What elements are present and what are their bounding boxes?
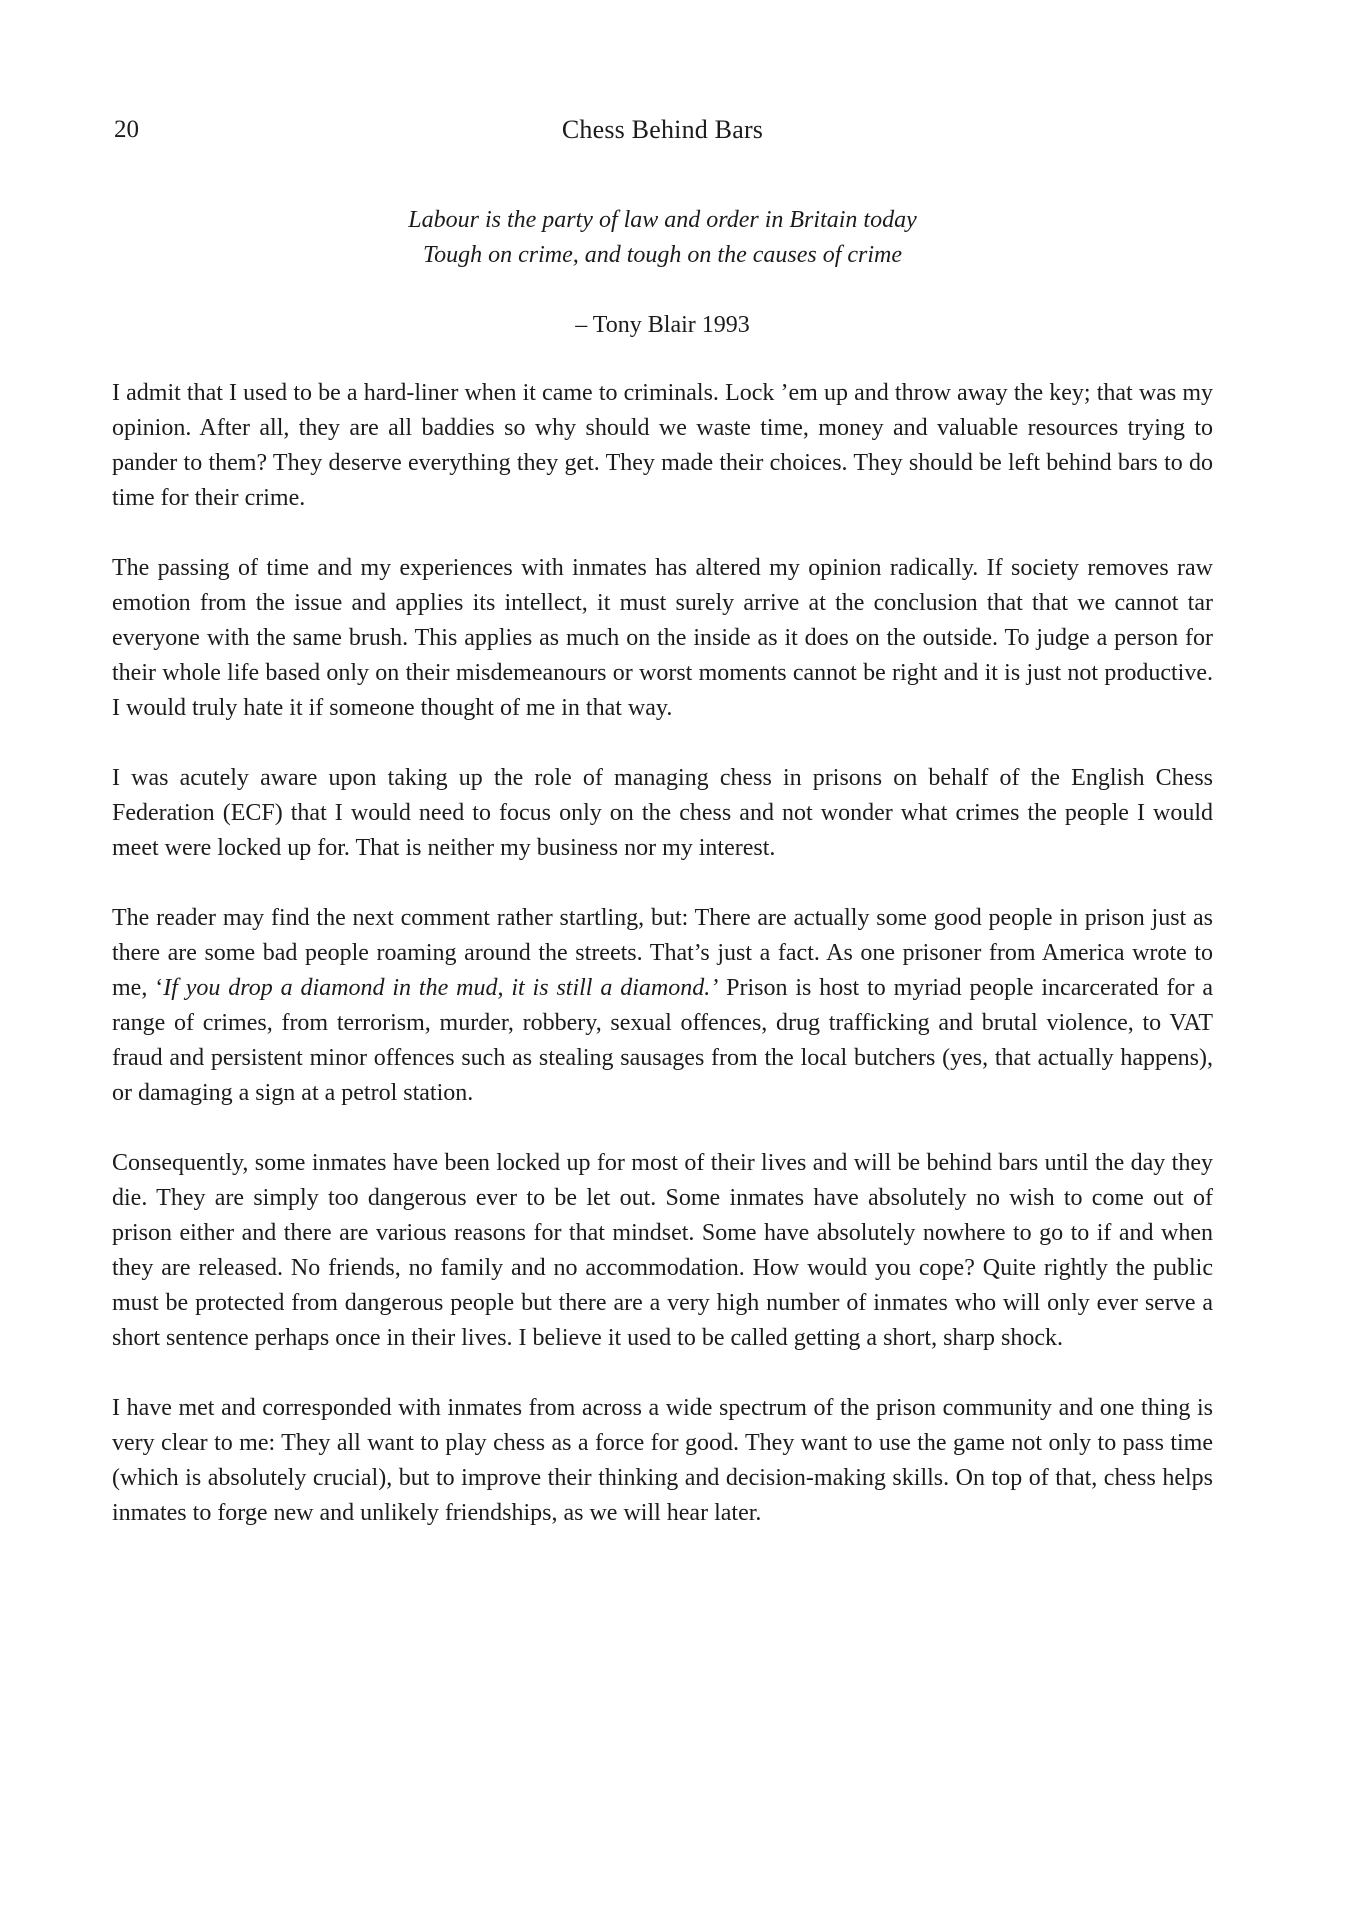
body-text [112,376,1213,1531]
body-paragraph: I have met and corresponded with inmates from across a wide spectrum of the prison community and one thing is very clear to me: They all want to play chess as a force for good. They want to use the game not only to pass time (which is absolutely crucial), but to improve their thinking and decision-making skills. On top of that, chess helps inmates to forge new and unlikely friendships, as we will hear later. [112,1395,1213,1526]
body-paragraph: I admit that I used to be a hard-liner when it came to criminals. Lock ’em up and throw away the key; that was my opinion. After all, they are all baddies so why should we waste time, money and valuable resources trying to pander to them? They deserve everything they get. They made their choices. They should be left behind bars to do time for their crime. [112,380,1213,511]
epigraph-attribution: – Tony Blair 1993 [575,312,750,338]
page-number: 20 [114,116,139,143]
epigraph-line: Tough on crime, and tough on the causes of crime [422,242,903,268]
inline-quote: If you drop a diamond in the mud, it is still a diamond.’ [163,975,719,1001]
paragraph-text: The reader may find the next comment rather startling, but: There are actually some good people in prison just as there are some bad people roaming around the streets. That’s just a fact. As one prisoner from America wrote to me, ‘ [112,905,1213,1001]
running-head [112,112,1213,147]
body-paragraph [112,901,1213,1111]
body-paragraph: The passing of time and my experiences with inmates has altered my opinion radically. If society removes raw emotion from the issue and applies its intellect, it must surely arrive at the conclusion that that we cannot tar everyone with the same brush. This applies as much on the inside as it does on the outside. To judge a person for their whole life based only on their misdemeanours or worst moments cannot be right and it is just not productive. I would truly hate it if someone thought of me in that way. [112,555,1213,721]
running-header-title: Chess Behind Bars [561,115,764,144]
paragraph-text: Prison is host to myriad people incarcerated for a range of crimes, from terrorism, murder, robbery, sexual offences, drug trafficking and brutal violence, to VAT fraud and persistent minor offences such as stealing sausages from the local butchers (yes, that actually happens), or damaging a sign at a petrol station. [112,975,1214,1106]
epigraph-line: Labour is the party of law and order in Britain today [408,207,917,233]
body-paragraph: Consequently, some inmates have been locked up for most of their lives and will be behind bars until the day they die. They are simply too dangerous ever to be let out. Some inmates have absolutely no wish to come out of prison either and there are various reasons for that mindset. Some have absolutely nowhere to go to if and when they are released. No friends, no family and no accommodation. How would you cope? Quite rightly the public must be protected from dangerous people but there are a very high number of inmates who will only ever serve a short sentence perhaps once in their lives. I believe it used to be called getting a short, sharp shock. [112,1150,1213,1351]
epigraph [112,203,1213,273]
body-paragraph: I was acutely aware upon taking up the role of managing chess in prisons on behalf of the English Chess Federation (ECF) that I would need to focus only on the chess and not wonder what crimes the people I would meet were locked up for. That is neither my business nor my interest. [112,765,1213,861]
